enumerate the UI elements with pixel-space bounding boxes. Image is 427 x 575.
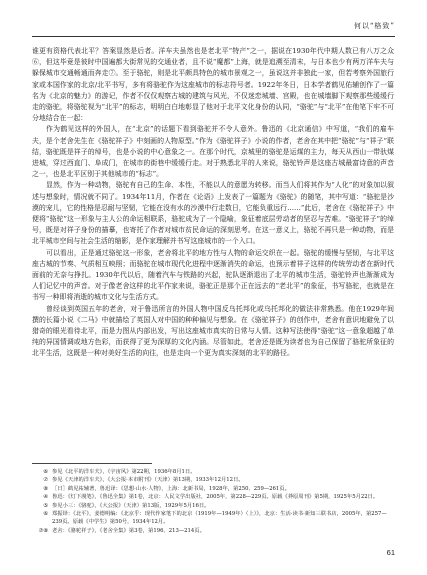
footnote-text: 老舍：《骆驼祥子》，《老舍全集》第3卷，第196、213—214页。: [52, 527, 205, 534]
paragraph: 曾经谈到英国五年的老舍，对于鲁迅所言的外国人物中国反乌托邦化或乌托邦化的做法非常熟悉。他在1929年间撰的长篇小说《二马》中就描绘了英国人对中国的种种偏见与想象。在《骆驼祥子》的创作中，老舍有意识地避免了以猎奇的眼光看待北平，而是力图从内部出发，写出这座城市真实的日常与人情。这种写法使得“骆驼”这一意象超越了单纯的异国情调或地方色彩，而获得了更为深厚的文化内涵。尽管如此，老舍还是既为读者也为自己保留了骆驼所象征的北平生活，这既是一种对美好生活的向往，也是走向一个更为真实深刻的北平的路径。: [32, 304, 394, 358]
footnote: [32, 485, 394, 493]
footnote-text: 参见《天津的洋车夫》，《大公报·本市附刊》（天津）第13期，1933年12月12日。: [52, 477, 244, 484]
page-number: 61: [386, 548, 395, 557]
footnote-number: ⑤: [43, 502, 48, 509]
footnote-number: ⑥: [43, 511, 48, 518]
footnote-text: 鲁迅：《灯下漫笔》，《鲁迅全集》第1卷，北京：人民文学出版社，2005年，第228—229页。原载《莽原周刊》第5期，1925年5月22日。: [52, 494, 379, 501]
footnote-rule: [32, 463, 152, 464]
footnotes: [32, 463, 394, 535]
body-text: [32, 46, 394, 360]
footnote: [32, 493, 394, 501]
footnote: [32, 502, 394, 510]
paragraph: 显然，作为一种动物，骆驼有自己的生命、本性，不能以人的意愿为转移。而当人们将其作为“人化”的对象加以叙述与想象时，情况就不同了。1934年11月，作者在《论语》上发表了一篇题为《骆驼》的随笔，其中写道：“骆驼是沙漠的宠儿，它的性格是忍耐与坚韧，它能在没有水的沙漠中行走数日，它能负重远行……”此后，老舍在《骆驼祥子》中便将“骆驼”这一形象与主人公的命运相联系，骆驼成为了一个隐喻，象征着底层劳动者的坚忍与苦难。“骆驼祥子”的绰号，既是对祥子身份的描摹，也寄托了作者对城市贫民命运的深刻思考。在这一意义上，骆驼不再只是一种动物，而是北平城市空间与社会生活的缩影，是作家理解并书写这座城市的一个入口。: [32, 181, 394, 246]
footnote-text: 郑振铎：《北平》，姜德明编：《北京乎：现代作家笔下的北京（1919年—1949年）（上）》，北京：生活·读书·新知三联书店，2005年，第257—239页。原载《中学生》第50号，1934年12月。: [52, 511, 387, 526]
footnote: [32, 476, 394, 484]
paragraph: 作为鹤见这样的外国人，在“北京”的话题下看到骆驼并不令人意外。鲁迅的《北京通信》中写道，“我们的雇车夫，是个老舍先生在《骆驼祥子》中刻画的人物原型。”作为《骆驼祥子》小说的作者，老舍在其中把“骆驼”与“祥子”联结，骆驼既是祥子的绰号，也是小说的中心意象之一。在那个时代，京城里的骆驼是运煤的主力，每天从西山一带驮煤进城，穿过西直门、阜成门，在城市的街巷中缓缓行走。对于熟悉北平的人来说，骆驼铃声是这座古城最富诗意的声音之一，也是北平区别于其他城市的“标志”。: [32, 125, 394, 179]
paragraph: 可以看出，正是通过骆驼这一形象，老舍将北平的地方性与人物的命运交织在一起。骆驼的缓慢与坚韧，与北平这座古城的节奏、气质相互映照；而骆驼在城市现代化进程中逐渐消失的命运，也预示着祥子这样的传统劳动者在新时代面前的无奈与挣扎。1930年代以后，随着汽车与铁路的兴起，驼队逐渐退出了北平的城市生活，骆驼铃声也渐渐成为人们记忆中的声音。对于像老舍这样的北平作家来说，骆驼正是那个正在远去的“老北平”的象征，书写骆驼，也就是在书写一种即将消逝的城市文化与生活方式。: [32, 248, 394, 302]
page-header: [32, 16, 395, 37]
footnote-number: ⑦⑧: [38, 527, 48, 534]
footnote-text: ［日］鹤见祐辅著，鲁迅译：《思想·山水·人物》，上海：北新书局，1928年，第250、259—261页。: [52, 485, 290, 492]
footnote: [32, 510, 394, 527]
footnote-number: ⑥: [43, 469, 48, 475]
paragraph: 谁更有资格代表北平？答案显然是后者。洋车夫虽然也是老北平“特产”之一，据说在1930年代中期人数已有八万之众⑥，但这毕竟是彼时中国遍都大街常见的交通业者，且不说“魔都”上海，就是追溯至清末，与日本也少有两万洋车夫与躲保城市交通畅通而奔走⑦。至于骆驼，则是北平颇具特色的城市景观之一，虽说这并非独此一家，但若考察外国旅行家或本国作家的北京/北平书写，多有将骆驼作为这座城市的标志符号者。1922年冬日，日本学者鹤见佑辅创作了一篇名为《北京的魅力》的游记，作者不仅仅观察古城的建筑与风光，不仅迷恋城墙、宫殿，也在城墙脚下观察那些缓缓行走的骆驼，将骆驼视为“北平”的标志，明明白白地彰显了他对于北平文化身份的认同，“骆驼”与“北平”在他笔下牢不可分地结合在一起：: [32, 47, 394, 123]
footnote-text: 参见《北平的洋车夫》，《宇宙风》第22期，1936年8月1日。: [52, 469, 196, 475]
footnote: [32, 468, 394, 476]
footnote: [32, 527, 394, 535]
footnote-number: ⑦: [43, 477, 48, 484]
footnote-number: ④: [43, 494, 48, 501]
footnote-text: 参见小三：《骆驼》，《大公报》（天津）第13版，1929年5月16日。: [52, 502, 210, 509]
footnote-number: ⑧: [43, 485, 48, 492]
running-head: 何以“格致”: [353, 22, 395, 30]
